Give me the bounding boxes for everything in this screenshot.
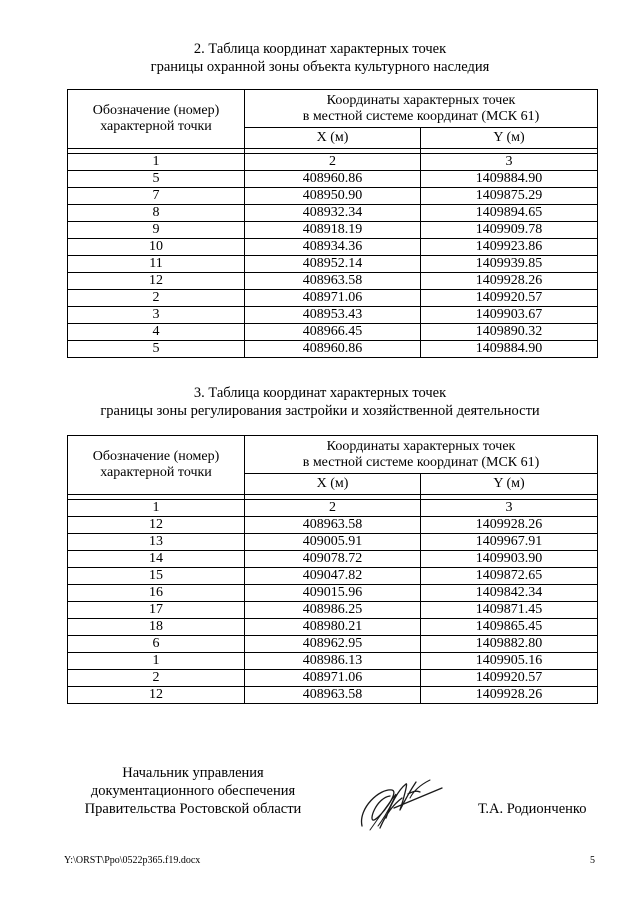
table-cell: 1409905.16 [421, 653, 598, 670]
table-cell: 1409967.91 [421, 534, 598, 551]
col-point-header [68, 436, 245, 495]
table-cell: 408963.58 [245, 517, 421, 534]
signatory-position-line2: документационного обеспечения [90, 783, 296, 799]
coords-header-line1: Координаты характерных точек [326, 438, 516, 454]
table-cell: 18 [68, 619, 245, 636]
table-row [68, 239, 598, 256]
signatory-position [63, 764, 323, 818]
table-cell: 1409928.26 [421, 517, 598, 534]
table-cell: 3 [421, 154, 598, 171]
table-cell: 408960.86 [245, 341, 421, 358]
table-cell: 1409865.45 [421, 619, 598, 636]
table-row [68, 341, 598, 358]
table-cell: 15 [68, 568, 245, 585]
table-cell: 1409923.86 [421, 239, 598, 256]
coords-header-line2: в местной системе координат (МСК 61) [302, 108, 540, 124]
table-cell: 6 [68, 636, 245, 653]
table-cell: 408986.25 [245, 602, 421, 619]
table-row [68, 619, 598, 636]
table-cell: 1409903.90 [421, 551, 598, 568]
coords-header-line2: в местной системе координат (МСК 61) [302, 454, 540, 470]
table-cell: 2 [245, 500, 421, 517]
signatory-name: Т.А. Родионченко [478, 801, 587, 817]
table-cell: 408971.06 [245, 290, 421, 307]
table3-title-line1: 3. Таблица координат характерных точек [193, 385, 447, 401]
table-cell: 1409909.78 [421, 222, 598, 239]
index-row [68, 500, 598, 517]
table-row [68, 222, 598, 239]
table-cell: 409047.82 [245, 568, 421, 585]
table-row [68, 188, 598, 205]
y-header: Y (м) [421, 474, 598, 495]
table-row [68, 687, 598, 704]
table-cell: 409015.96 [245, 585, 421, 602]
table-row [68, 171, 598, 188]
table2-title-line1: 2. Таблица координат характерных точек [193, 41, 447, 57]
table-cell: 3 [68, 307, 245, 324]
table-cell: 1 [68, 500, 245, 517]
col-point-header [68, 90, 245, 149]
table-cell: 408986.13 [245, 653, 421, 670]
table-row [68, 653, 598, 670]
table-cell: 1409842.34 [421, 585, 598, 602]
table2 [67, 89, 598, 358]
table-cell: 408971.06 [245, 670, 421, 687]
table-cell: 2 [245, 154, 421, 171]
table-cell: 1409882.80 [421, 636, 598, 653]
table-cell: 408960.86 [245, 171, 421, 188]
table-cell: 1409920.57 [421, 290, 598, 307]
table-cell: 408953.43 [245, 307, 421, 324]
table-cell: 1409875.29 [421, 188, 598, 205]
table3-title [0, 384, 640, 420]
table-cell: 409005.91 [245, 534, 421, 551]
table-cell: 12 [68, 687, 245, 704]
table-row [68, 205, 598, 222]
table-cell: 1409928.26 [421, 687, 598, 704]
table-cell: 1409871.45 [421, 602, 598, 619]
table-cell: 11 [68, 256, 245, 273]
page-number: 5 [590, 855, 595, 866]
col-point-header-line1: Обозначение (номер) [92, 449, 220, 464]
table-cell: 13 [68, 534, 245, 551]
table3-title-line2: границы зоны регулирования застройки и хозяйственной деятельности [100, 403, 540, 419]
table-row [68, 602, 598, 619]
table-cell: 408966.45 [245, 324, 421, 341]
table-cell: 2 [68, 670, 245, 687]
table-cell: 408952.14 [245, 256, 421, 273]
table-cell: 1409884.90 [421, 341, 598, 358]
index-row [68, 154, 598, 171]
table-cell: 9 [68, 222, 245, 239]
table-cell: 1409890.32 [421, 324, 598, 341]
table-cell: 4 [68, 324, 245, 341]
table-cell: 12 [68, 517, 245, 534]
table-row [68, 290, 598, 307]
table-cell: 5 [68, 341, 245, 358]
table-cell: 5 [68, 171, 245, 188]
signatory-position-line1: Начальник управления [122, 765, 264, 781]
table-cell: 1409872.65 [421, 568, 598, 585]
table-cell: 408932.34 [245, 205, 421, 222]
table-cell: 1409928.26 [421, 273, 598, 290]
table-cell: 17 [68, 602, 245, 619]
table-row [68, 534, 598, 551]
col-point-header-line2: характерной точки [100, 119, 212, 134]
table-cell: 1409894.65 [421, 205, 598, 222]
y-header: Y (м) [421, 128, 598, 149]
file-path: Y:\ORST\Ppo\0522p365.f19.docx [64, 855, 201, 866]
x-header: X (м) [245, 474, 421, 495]
coords-header-line1: Координаты характерных точек [326, 92, 516, 108]
table-row [68, 256, 598, 273]
table-row [68, 273, 598, 290]
table-cell: 1409920.57 [421, 670, 598, 687]
handwritten-signature [350, 768, 450, 838]
table-cell: 8 [68, 205, 245, 222]
table-row [68, 307, 598, 324]
table-row [68, 585, 598, 602]
coords-header [245, 90, 598, 128]
table-cell: 3 [421, 500, 598, 517]
table-cell: 408962.95 [245, 636, 421, 653]
table-cell: 408963.58 [245, 687, 421, 704]
coords-header [245, 436, 598, 474]
table-cell: 10 [68, 239, 245, 256]
table-row [68, 324, 598, 341]
col-point-header-line1: Обозначение (номер) [92, 103, 220, 118]
table3 [67, 435, 598, 704]
table-cell: 1409903.67 [421, 307, 598, 324]
table-cell: 7 [68, 188, 245, 205]
table-row [68, 670, 598, 687]
x-header: X (м) [245, 128, 421, 149]
table-cell: 409078.72 [245, 551, 421, 568]
table-row [68, 551, 598, 568]
signatory-position-line3: Правительства Ростовской области [84, 801, 302, 817]
table-cell: 1409939.85 [421, 256, 598, 273]
table-cell: 408963.58 [245, 273, 421, 290]
table-cell: 14 [68, 551, 245, 568]
table-cell: 408950.90 [245, 188, 421, 205]
table2-title-line2: границы охранной зоны объекта культурного наследия [150, 59, 490, 75]
table-cell: 1 [68, 154, 245, 171]
table-row [68, 568, 598, 585]
table-cell: 2 [68, 290, 245, 307]
table-cell: 1409884.90 [421, 171, 598, 188]
table-cell: 408934.36 [245, 239, 421, 256]
table-row [68, 636, 598, 653]
table2-title [0, 40, 640, 76]
table-cell: 16 [68, 585, 245, 602]
col-point-header-line2: характерной точки [100, 465, 212, 480]
table-row [68, 517, 598, 534]
table-cell: 408980.21 [245, 619, 421, 636]
table-cell: 408918.19 [245, 222, 421, 239]
table-cell: 1 [68, 653, 245, 670]
table-cell: 12 [68, 273, 245, 290]
